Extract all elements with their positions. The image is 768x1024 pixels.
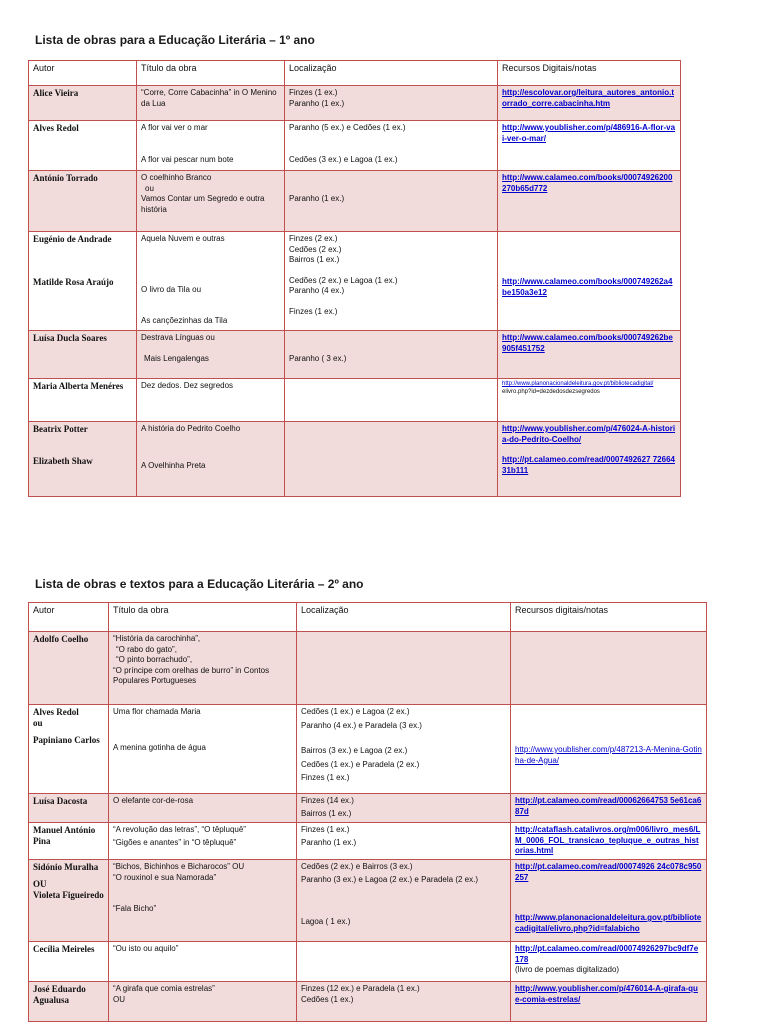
story-title: “O príncipe com orelhas de burro” in Contos Populares Portugueses: [113, 665, 270, 685]
location-entry: Cedões (2 ex.) e Bairros (3 ex.): [301, 862, 413, 871]
book-title: “A girafa que comia estrelas”: [113, 984, 215, 993]
author-name: Luísa Dacosta: [33, 796, 88, 806]
resource-link[interactable]: http://www.planonacionaldeleitura.gov.pt/bibliotecadigital/: [502, 381, 654, 387]
location-entry: Finzes (1 ex.): [301, 825, 350, 834]
author-name: António Torrado: [33, 173, 98, 183]
author-name: Adolfo Coelho: [33, 634, 89, 644]
location-cell: [285, 232, 498, 331]
header-location: Localização: [297, 603, 511, 632]
author-cell: [29, 422, 137, 497]
location-cell: [297, 632, 511, 705]
table-row: [29, 422, 681, 497]
location-cell: [297, 794, 511, 823]
location-cell: [285, 331, 498, 379]
resources-cell: [511, 860, 707, 942]
location-entry: Cedões (1 ex.) e Lagoa (2 ex.): [301, 707, 410, 716]
story-title: “Gigões e anantes” in “O têpluquê”: [113, 837, 237, 847]
table-row: [29, 942, 707, 982]
title-cell: [109, 823, 297, 860]
resources-cell: [511, 632, 707, 705]
author-name: Manuel António Pina: [33, 825, 96, 846]
author-cell: [29, 860, 109, 942]
book-title: “Bichos, Bichinhos e Bicharocos” OU: [113, 862, 245, 871]
location-cell: [285, 86, 498, 121]
location-entry: Cedões (2 ex.): [289, 244, 342, 254]
title-cell: [137, 86, 285, 121]
title-cell: [109, 982, 297, 1022]
table-row: [29, 331, 681, 379]
book-title: “Fala Bicho”: [113, 904, 157, 913]
author-name: Violeta Figueiredo: [33, 890, 104, 900]
author-cell: [29, 823, 109, 860]
author-name: Alves Redol: [33, 707, 79, 717]
book-title: A flor vai pescar num bote: [141, 154, 234, 164]
resource-link[interactable]: http://www.youblisher.com/p/487213-A-Menina-Gotinha-de-Agua/: [515, 745, 702, 765]
resources-cell: [498, 232, 681, 331]
location-cell: [297, 942, 511, 982]
author-cell: [29, 331, 137, 379]
story-title: “O rabo do gato”,: [116, 644, 177, 654]
header-location: Localização: [285, 61, 498, 86]
resource-link[interactable]: http://www.youblisher.com/p/486916-A-flor-vai-ver-o-mar/: [502, 123, 676, 143]
author-name: Elizabeth Shaw: [33, 456, 93, 466]
resources-cell: [498, 86, 681, 121]
location-entry: Lagoa ( 1 ex.): [301, 917, 351, 926]
title-cell: [109, 942, 297, 982]
author-name: Luísa Ducla Soares: [33, 333, 107, 343]
header-title: Título da obra: [137, 61, 285, 86]
location-entry: Cedões (2 ex.) e Lagoa (1 ex.): [289, 275, 398, 285]
section-2-title: Lista de obras e textos para a Educação Literária – 2º ano: [35, 577, 364, 591]
location-cell: [297, 705, 511, 794]
table-row: [29, 232, 681, 331]
book-title: A flor vai ver o mar: [141, 123, 208, 132]
author-cell: [29, 794, 109, 823]
location-entry: Paranho (4 ex.) e Paradela (3 ex.): [301, 720, 422, 730]
author-cell: [29, 632, 109, 705]
title-cell: [137, 379, 285, 422]
story-title: “A revolução das letras”, “O têpluquê”: [113, 825, 246, 834]
book-title: “O rouxinol e sua Namorada”: [113, 872, 217, 882]
author-cell: [29, 705, 109, 794]
location-cell: [297, 860, 511, 942]
table-row: [29, 860, 707, 942]
author-name: Matilde Rosa Araújo: [33, 277, 114, 287]
book-title: Vamos Contar um Segredo e outra história: [141, 194, 265, 214]
author-cell: [29, 232, 137, 331]
author-connector: ou: [33, 718, 43, 728]
title-cell: [109, 632, 297, 705]
book-title: A menina gotinha de água: [113, 742, 206, 752]
location-entry: Paranho (1 ex.): [289, 194, 345, 203]
resources-cell: [498, 171, 681, 232]
resource-note: elivro.php?id=dezdedosdezsegredos: [502, 388, 600, 395]
location-entry: Paranho (1 ex.): [301, 837, 357, 847]
author-connector: OU: [33, 879, 47, 889]
reading-list-table-1: [28, 60, 681, 497]
location-entry: Finzes (12 ex.) e Paradela (1 ex.): [301, 984, 420, 993]
resource-link[interactable]: http://pt.calameo.com/read/00062664753 5e61ca687d: [515, 796, 702, 816]
book-title: Mais Lengalengas: [144, 353, 209, 363]
resources-cell: [511, 705, 707, 794]
author-cell: [29, 121, 137, 171]
book-title: As cançõezinhas da Tila: [141, 316, 228, 325]
resource-link[interactable]: http://www.calameo.com/books/000749262a4be150a3e12: [502, 277, 673, 297]
table-row: [29, 632, 707, 705]
location-entry: Cedões (3 ex.) e Lagoa (1 ex.): [289, 154, 398, 164]
reading-list-table-2: [28, 602, 707, 1022]
table-header-row: [29, 61, 681, 86]
table-row: [29, 982, 707, 1022]
location-cell: [285, 379, 498, 422]
book-title: Uma flor chamada Maria: [113, 707, 201, 716]
location-entry: Paranho (5 ex.) e Cedões (1 ex.): [289, 123, 406, 132]
author-name: Sidónio Muralha: [33, 862, 99, 872]
section-1-title: Lista de obras para a Educação Literária – 1º ano: [35, 33, 315, 47]
table-row: [29, 86, 681, 121]
author-cell: [29, 982, 109, 1022]
resource-link[interactable]: http://www.calameo.com/books/000749262be905f451752: [502, 333, 673, 353]
resource-link[interactable]: http://cataflash.catalivros.org/m006/livro_mes6/LM_0006_FOL_transicao_tepluque_e_outras_historias.html: [515, 825, 701, 855]
title-cell: [109, 794, 297, 823]
table-row: [29, 705, 707, 794]
story-title: “História da carochinha”,: [113, 634, 201, 643]
table-row: [29, 121, 681, 171]
author-name: Beatrix Potter: [33, 424, 88, 434]
location-entry: Paranho (4 ex.): [289, 286, 345, 295]
location-cell: [285, 171, 498, 232]
book-title: O coelhinho Branco: [141, 173, 212, 182]
book-title: A história do Pedrito Coelho: [141, 424, 241, 433]
resources-cell: [498, 331, 681, 379]
book-title: Aquela Nuvem e outras: [141, 234, 225, 243]
author-cell: [29, 86, 137, 121]
resource-link[interactable]: http://www.youblisher.com/p/476024-A-historia-do-Pedrito-Coelho/: [502, 424, 676, 444]
table-row: [29, 171, 681, 232]
resource-link[interactable]: http://pt.calameo.com/read/00074926 24c078c950257: [515, 862, 702, 882]
header-resources: Recursos digitais/notas: [511, 603, 707, 632]
location-entry: Finzes (1 ex.): [301, 773, 350, 782]
author-name: Maria Alberta Menéres: [33, 381, 124, 391]
author-name: Cecília Meireles: [33, 944, 95, 954]
location-entry: Finzes (2 ex.): [289, 234, 338, 243]
resources-cell: [511, 942, 707, 982]
location-entry: Finzes (1 ex.): [289, 88, 338, 97]
title-cell: [137, 121, 285, 171]
header-resources: Recursos Digitais/notas: [498, 61, 681, 86]
location-entry: Cedões (1 ex.) e Paradela (2 ex.): [301, 759, 420, 769]
book-title-connector: ou: [145, 183, 154, 193]
author-name: José Eduardo Agualusa: [33, 984, 86, 1005]
book-title: O livro da Tila ou: [141, 284, 202, 294]
resources-cell: [511, 823, 707, 860]
story-title: “O pinto borrachudo”,: [116, 655, 193, 664]
resources-cell: [498, 121, 681, 171]
table-header-row: [29, 603, 707, 632]
author-name: Alice Vieira: [33, 88, 79, 98]
location-entry: Bairros (1 ex.): [301, 808, 352, 818]
table-row: [29, 794, 707, 823]
book-title: Dez dedos. Dez segredos: [141, 381, 234, 390]
header-author: Autor: [29, 603, 109, 632]
location-entry: Cedões (1 ex.): [301, 994, 354, 1004]
resource-link[interactable]: http://pt.calameo.com/read/00074926297bc9df7e178: [515, 944, 699, 964]
resources-cell: [498, 379, 681, 422]
location-entry: Bairros (1 ex.): [289, 255, 340, 264]
resource-link[interactable]: http://escolovar.org/leitura_autores_antonio.torrado_corre.cabacinha.htm: [502, 88, 675, 108]
resource-link[interactable]: http://www.youblisher.com/p/476014-A-girafa-que-comia-estrelas/: [515, 984, 698, 1004]
book-title: A Ovelhinha Preta: [141, 460, 206, 470]
location-entry: Paranho ( 3 ex.): [289, 354, 347, 363]
table-row: [29, 823, 707, 860]
location-entry: Paranho (3 ex.) e Lagoa (2 ex.) e Paradela (2 ex.): [301, 874, 478, 884]
title-cell: [137, 422, 285, 497]
resources-cell: [511, 794, 707, 823]
author-cell: [29, 171, 137, 232]
header-author: Autor: [29, 61, 137, 86]
book-title: Destrava Línguas ou: [141, 333, 215, 342]
location-cell: [285, 121, 498, 171]
header-title: Título da obra: [109, 603, 297, 632]
author-cell: [29, 379, 137, 422]
title-cell: [109, 705, 297, 794]
table-row: [29, 379, 681, 422]
author-name: Papiniano Carlos: [33, 735, 100, 745]
book-title: O elefante cor-de-rosa: [113, 796, 194, 805]
book-title: “Corre, Corre Cabacinha” in O Menino da Lua: [141, 88, 277, 108]
resource-link[interactable]: http://www.calameo.com/books/00074926200270b65d772: [502, 173, 673, 193]
resources-cell: [511, 982, 707, 1022]
author-name: Alves Redol: [33, 123, 79, 133]
book-title-connector: OU: [113, 994, 125, 1004]
title-cell: [109, 860, 297, 942]
author-cell: [29, 942, 109, 982]
resource-link[interactable]: http://pt.calameo.com/read/0007492627 7266431b111: [502, 455, 675, 475]
location-cell: [297, 823, 511, 860]
author-name: Eugénio de Andrade: [33, 234, 112, 244]
location-entry: Bairros (3 ex.) e Lagoa (2 ex.): [301, 746, 408, 755]
resource-note: (livro de poemas digitalizado): [515, 965, 620, 974]
book-title: “Ou isto ou aquilo”: [113, 944, 179, 953]
location-entry: Finzes (14 ex.): [301, 796, 354, 805]
title-cell: [137, 171, 285, 232]
location-entry: Finzes (1 ex.): [289, 306, 338, 316]
location-entry: Paranho (1 ex.): [289, 98, 345, 108]
title-cell: [137, 232, 285, 331]
location-cell: [285, 422, 498, 497]
resource-link[interactable]: http://www.planonacionaldeleitura.gov.pt/bibliotecadigital/elivro.php?id=falabicho: [515, 913, 702, 933]
location-cell: [297, 982, 511, 1022]
title-cell: [137, 331, 285, 379]
resources-cell: [498, 422, 681, 497]
